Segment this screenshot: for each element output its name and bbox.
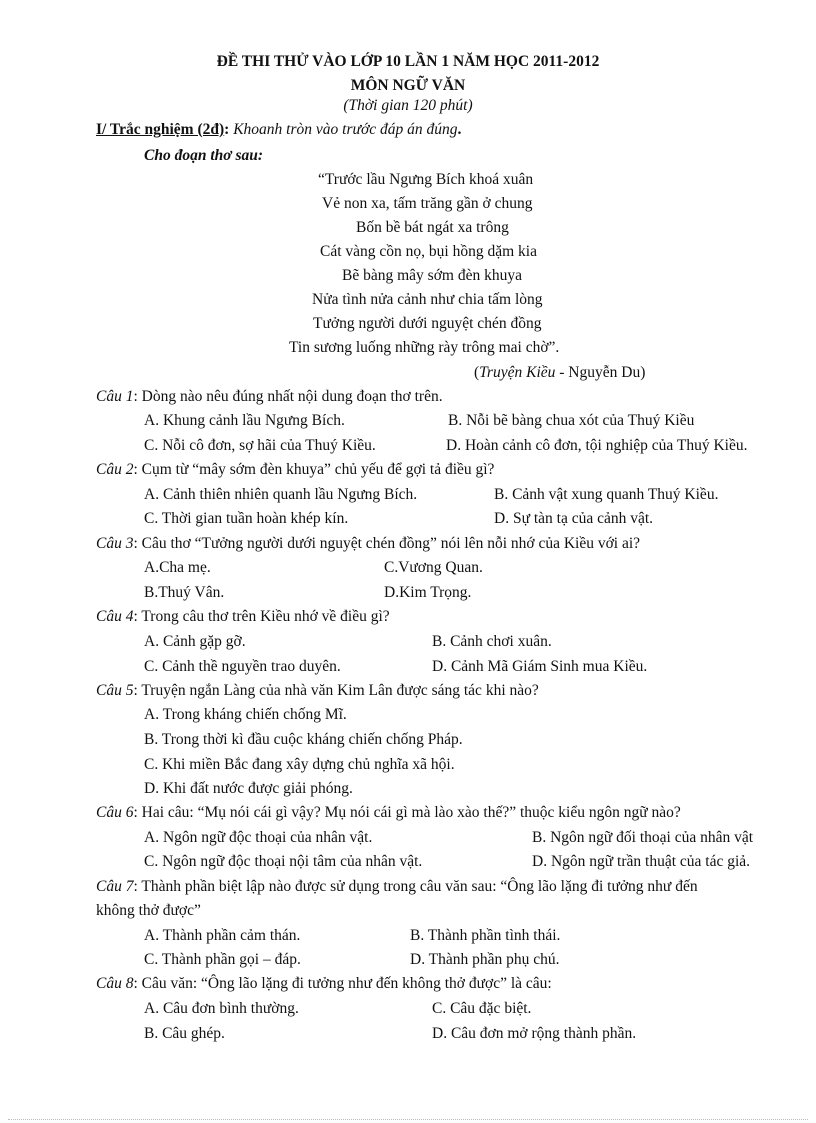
question-label: Câu 4 xyxy=(96,608,134,625)
question-text-continued: không thở được” xyxy=(96,902,201,919)
poem-line: Bốn bề bát ngát xa trông xyxy=(356,219,509,236)
question-1 xyxy=(96,387,443,407)
question-text: : Câu văn: “Ông lão lặng đi tưởng như đến không thở được” là câu: xyxy=(133,975,552,992)
page-bottom-rule xyxy=(8,1119,808,1120)
option-a: A. Thành phần cảm thán. xyxy=(144,927,301,944)
option-d: D. Câu đơn mở rộng thành phần. xyxy=(432,1025,637,1042)
section-instruction: Khoanh tròn vào trước đáp án đúng xyxy=(233,121,458,138)
option-b: B.Thuý Vân. xyxy=(144,584,225,601)
question-text: : Hai câu: “Mụ nói cái gì vậy? Mụ nói cái gì mà lào xào thế?” thuộc kiểu ngôn ngữ nào? xyxy=(133,804,681,821)
question-text: : Thành phần biệt lập nào được sử dụng trong câu văn sau: “Ông lão lặng đi tưởng như đến xyxy=(133,878,698,895)
question-text: : Trong câu thơ trên Kiều nhớ về điều gì? xyxy=(133,608,390,625)
question-label: Câu 6 xyxy=(96,804,134,821)
option-d: D. Sự tàn tạ của cảnh vật. xyxy=(494,510,654,527)
question-label: Câu 5 xyxy=(96,682,134,699)
section-colon: : xyxy=(224,121,230,138)
option-c: C. Câu đặc biệt. xyxy=(432,1000,532,1017)
poem-line: Nửa tình nửa cảnh như chia tấm lòng xyxy=(312,291,543,308)
option-b: B. Thành phần tình thái. xyxy=(410,927,561,944)
option-a: A. Câu đơn bình thường. xyxy=(144,1000,299,1017)
option-a: A.Cha mẹ. xyxy=(144,559,211,576)
question-5 xyxy=(96,681,539,701)
option-b: B. Câu ghép. xyxy=(144,1025,225,1042)
option-b: B. Trong thời kì đầu cuộc kháng chiến chống Pháp. xyxy=(144,731,463,748)
subject-title: MÔN NGỮ VĂN xyxy=(350,77,466,94)
time-limit: (Thời gian 120 phút) xyxy=(343,97,473,114)
option-a: A. Cảnh gặp gỡ. xyxy=(144,633,246,650)
source-open: ( xyxy=(474,364,480,381)
question-4 xyxy=(96,607,390,627)
poem-line: Tưởng người dưới nguyệt chén đồng xyxy=(313,315,542,332)
question-text: : Truyện ngắn Làng của nhà văn Kim Lân được sáng tác khi nào? xyxy=(133,682,539,699)
question-7 xyxy=(96,877,698,897)
question-label: Câu 1 xyxy=(96,388,134,405)
poem-line: Vẻ non xa, tấm trăng gần ở chung xyxy=(322,195,533,212)
option-c: C. Nỗi cô đơn, sợ hãi của Thuý Kiều. xyxy=(144,437,376,454)
question-label: Câu 2 xyxy=(96,461,134,478)
poem-line: “Trước lầu Ngưng Bích khoá xuân xyxy=(318,171,534,188)
question-6 xyxy=(96,803,681,823)
question-text: : Dòng nào nêu đúng nhất nội dung đoạn thơ trên. xyxy=(133,388,443,405)
option-c: C. Ngôn ngữ độc thoại nội tâm của nhân vật. xyxy=(144,853,423,870)
question-label: Câu 8 xyxy=(96,975,134,992)
option-a: A. Ngôn ngữ độc thoại của nhân vật. xyxy=(144,829,373,846)
option-d: D. Thành phần phụ chú. xyxy=(410,951,560,968)
question-2 xyxy=(96,460,494,480)
section-heading xyxy=(96,120,461,140)
exam-title: ĐỀ THI THỬ VÀO LỚP 10 LẦN 1 NĂM HỌC 2011-2012 xyxy=(216,53,600,70)
poem-source xyxy=(474,363,645,383)
option-a: A. Trong kháng chiến chống Mĩ. xyxy=(144,706,347,723)
question-label: Câu 7 xyxy=(96,878,134,895)
option-b: B. Nỗi bẽ bàng chua xót của Thuý Kiều xyxy=(448,412,695,429)
section-title: I/ Trắc nghiệm (2đ) xyxy=(96,121,225,138)
option-c: C.Vương Quan. xyxy=(384,559,483,576)
option-c: C. Khi miền Bắc đang xây dựng chủ nghĩa xã hội. xyxy=(144,756,455,773)
option-b: B. Ngôn ngữ đối thoại của nhân vật xyxy=(532,829,754,846)
question-text: : Câu thơ “Tưởng người dưới nguyệt chén đồng” nói lên nỗi nhớ của Kiều với ai? xyxy=(133,535,641,552)
option-c: C. Thời gian tuần hoàn khép kín. xyxy=(144,510,349,527)
option-d: D.Kim Trọng. xyxy=(384,584,472,601)
option-a: A. Cảnh thiên nhiên quanh lầu Ngưng Bích. xyxy=(144,486,418,503)
question-8 xyxy=(96,974,552,994)
option-a: A. Khung cảnh lầu Ngưng Bích. xyxy=(144,412,345,429)
option-b: B. Cảnh chơi xuân. xyxy=(432,633,552,650)
poem-line: Cát vàng cồn nọ, bụi hồng dặm kia xyxy=(320,243,537,260)
question-3 xyxy=(96,534,640,554)
option-c: C. Cảnh thề nguyền trao duyên. xyxy=(144,658,341,675)
poem-intro: Cho đoạn thơ sau: xyxy=(144,147,264,164)
question-text: : Cụm từ “mây sớm đèn khuya” chủ yếu để gợi tả điều gì? xyxy=(133,461,495,478)
poem-line: Bẽ bàng mây sớm đèn khuya xyxy=(342,267,522,284)
option-c: C. Thành phần gọi – đáp. xyxy=(144,951,301,968)
option-d: D. Hoàn cảnh cô đơn, tội nghiệp của Thuý Kiều. xyxy=(446,437,748,454)
section-dot: . xyxy=(457,121,462,138)
question-label: Câu 3 xyxy=(96,535,134,552)
source-work: Truyện Kiều xyxy=(479,364,556,381)
option-d: D. Khi đất nước được giải phóng. xyxy=(144,780,353,797)
source-author: - Nguyễn Du) xyxy=(555,364,646,381)
option-b: B. Cảnh vật xung quanh Thuý Kiều. xyxy=(494,486,719,503)
poem-line: Tin sương luống những rày trông mai chờ”. xyxy=(289,339,560,356)
option-d: D. Cảnh Mã Giám Sinh mua Kiều. xyxy=(432,658,648,675)
option-d: D. Ngôn ngữ trần thuật của tác giả. xyxy=(532,853,751,870)
